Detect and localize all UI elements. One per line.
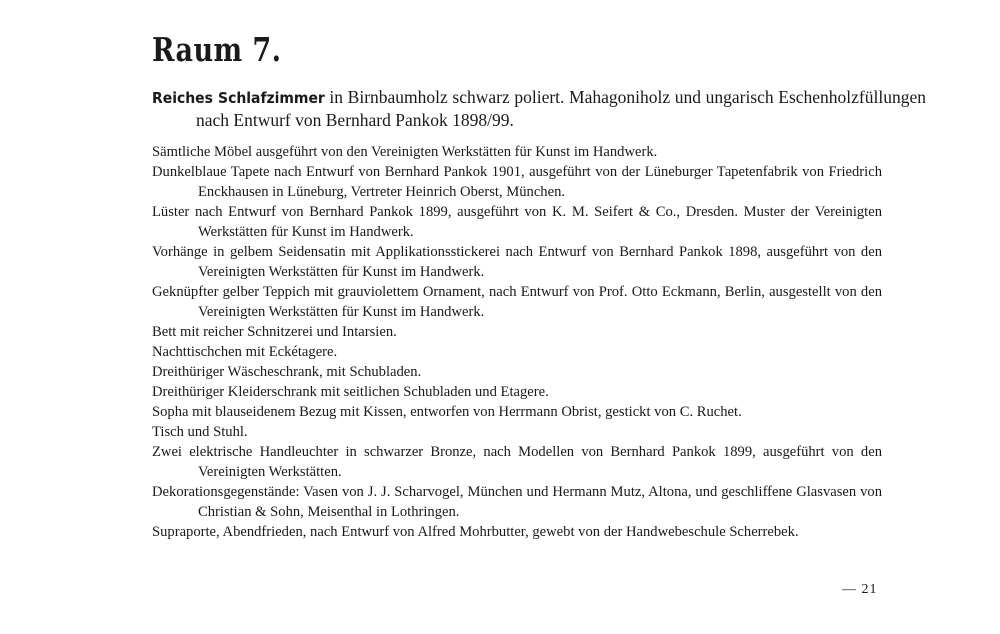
intro-text: in Birnbaumholz schwarz poliert. Mahagoniholz und ungarisch Eschenholzfüllungen nach Entwurf von Bernhard Pankok 1898/99. bbox=[196, 87, 926, 130]
list-item: Geknüpfter gelber Teppich mit grauviolettem Ornament, nach Entwurf von Prof. Otto Eckmann, Berlin, ausgestellt von den Vereinigten Werkstätten für Kunst im Handwerk. bbox=[152, 284, 882, 320]
room-title: Raum 7. bbox=[152, 30, 282, 69]
list-item: Lüster nach Entwurf von Bernhard Pankok 1899, ausgeführt von K. M. Seifert & Co., Dresden. Muster der Vereinigten Werkstätten für Kunst im Handwerk. bbox=[152, 204, 882, 240]
list-item: Zwei elektrische Handleuchter in schwarzer Bronze, nach Modellen von Bernhard Pankok 1899, ausgeführt von den Vereinigten Werkstätten. bbox=[152, 444, 882, 480]
list-item: Supraporte, Abendfrieden, nach Entwurf von Alfred Mohrbutter, gewebt von der Handwebeschule Scherrebek. bbox=[152, 524, 799, 540]
list-item: Nachttischchen mit Eckétagere. bbox=[152, 344, 338, 360]
list-item: Bett mit reicher Schnitzerei und Intarsien. bbox=[152, 324, 397, 340]
list-item: Dekorationsgegenstände: Vasen von J. J. Scharvogel, München und Hermann Mutz, Altona, und geschliffene Glasvasen von Christian & Sohn, Meisenthal in Lothringen. bbox=[152, 484, 882, 520]
list-item: Dreithüriger Wäscheschrank, mit Schubladen. bbox=[152, 364, 422, 380]
list-item: Vorhänge in gelbem Seidensatin mit Applikationsstickerei nach Entwurf von Bernhard Pankok 1898, ausgeführt von den Vereinigten Werkstätten für Kunst im Handwerk. bbox=[152, 244, 882, 280]
list-item: Tisch und Stuhl. bbox=[152, 424, 248, 440]
furnishing-list bbox=[152, 142, 882, 542]
list-item: Dunkelblaue Tapete nach Entwurf von Bernhard Pankok 1901, ausgeführt von der Lüneburger Tapetenfabrik von Friedrich Enckhausen in Lüneburg, Vertreter Heinrich Oberst, München. bbox=[152, 164, 882, 200]
intro-paragraph bbox=[152, 86, 926, 131]
list-item: Dreithüriger Kleiderschrank mit seitlichen Schubladen und Etagere. bbox=[152, 384, 549, 400]
intro-lead: Reiches Schlafzimmer bbox=[152, 89, 325, 107]
list-item: Sopha mit blauseidenem Bezug mit Kissen, entworfen von Herrmann Obrist, gestickt von C. Ruchet. bbox=[152, 404, 742, 420]
page-number: — 21 bbox=[842, 582, 878, 597]
list-item: Sämtliche Möbel ausgeführt von den Vereinigten Werkstätten für Kunst im Handwerk. bbox=[152, 144, 658, 160]
